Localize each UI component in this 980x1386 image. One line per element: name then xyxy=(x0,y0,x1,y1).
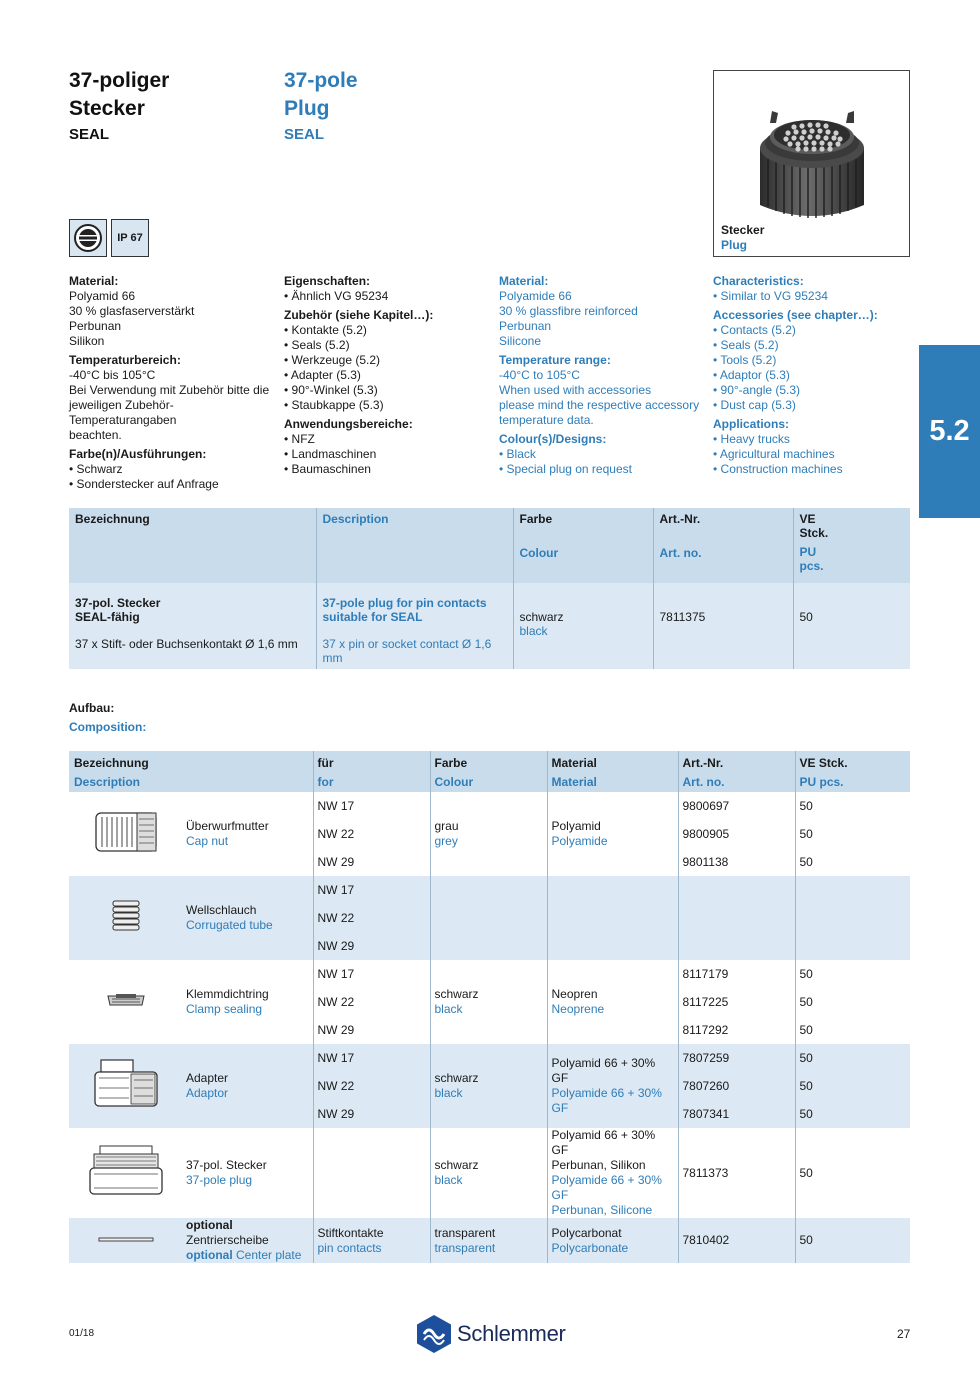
material-de: Polyamid xyxy=(551,819,601,833)
th2-fuer xyxy=(313,751,430,792)
plug-name-en: 37-pole plug xyxy=(186,1173,253,1187)
composition-table xyxy=(69,751,910,1263)
product-detail-de: 37 x Stift- oder Buchsenkontakt Ø 1,6 mm xyxy=(75,637,298,651)
capnut-sizes xyxy=(313,792,430,876)
capnut-material xyxy=(547,792,678,876)
anwend-line: • Baumaschinen xyxy=(284,462,371,476)
th-art-de: Art.-Nr. xyxy=(659,512,701,526)
optional-label-en: optional xyxy=(186,1248,233,1262)
info-de-material-column xyxy=(69,274,274,492)
capnut-name-de: Überwurfmutter xyxy=(186,819,269,833)
plug-pu: 50 xyxy=(795,1128,910,1218)
capnut-art xyxy=(678,792,795,876)
product-photo-box xyxy=(713,70,910,257)
nw-size: NW 17 xyxy=(317,799,355,813)
pu-value: 50 xyxy=(799,1079,813,1093)
footer-date: 01/18 xyxy=(69,1328,95,1339)
ip67-badge: IP 67 xyxy=(111,219,149,257)
th-bezeichnung: Bezeichnung xyxy=(69,508,316,583)
center-plate-colour xyxy=(430,1218,547,1263)
center-plate-name-de xyxy=(186,1218,309,1248)
title-en-sub: SEAL xyxy=(284,126,325,143)
zubehoer-line: • Kontakte (5.2) xyxy=(284,323,367,337)
capnut-desc xyxy=(182,792,313,876)
material-en: Polyamide 66 + 30% GF xyxy=(551,1086,662,1115)
material-en: Polycarbonate xyxy=(551,1240,629,1255)
app-heading-en: Applications: xyxy=(713,417,790,431)
center-plate-label-de: Zentrierscheibe xyxy=(186,1233,269,1247)
th2-art xyxy=(678,751,795,792)
th-ve-de: Stck. xyxy=(799,526,829,540)
adapter-colour xyxy=(430,1044,547,1128)
colour-heading-en: Colour(s)/Designs: xyxy=(499,432,607,446)
product-name-de: SEAL-fähig xyxy=(75,610,140,624)
product-bezeichnung xyxy=(69,583,316,669)
tube-name-de: Wellschlauch xyxy=(186,903,257,917)
clamp-name-en: Clamp sealing xyxy=(186,1002,263,1016)
th2-material xyxy=(547,751,678,792)
material-de: Polyamid 66 + 30% GF xyxy=(551,1056,656,1085)
pu-value: 50 xyxy=(799,1023,813,1037)
product-art-no: 7811375 xyxy=(653,583,793,669)
material-line: Silikon xyxy=(69,334,105,348)
composition-heading xyxy=(69,699,146,737)
th2-ve-de: VE Stck. xyxy=(799,756,848,770)
title-en xyxy=(284,67,358,146)
temp-line: jeweiligen Zubehör-Temperaturangaben xyxy=(69,398,177,427)
product-detail-en: 37 x pin or socket contact Ø 1,6 mm xyxy=(322,637,492,665)
th-ve-en: pcs. xyxy=(799,559,824,573)
composition-row-adapter xyxy=(69,1044,910,1128)
material-line: Perbunan xyxy=(69,319,122,333)
th2-mat-en: Material xyxy=(551,775,597,789)
photo-caption-de: Stecker xyxy=(721,223,765,237)
art-no: 8117292 xyxy=(682,1023,729,1037)
for-de: Stiftkontakte xyxy=(317,1225,384,1240)
title-en-line1: 37-pole xyxy=(284,69,358,92)
clamp-image xyxy=(69,960,182,1044)
th-ve-de: VE xyxy=(799,512,816,526)
composition-row-tube xyxy=(69,876,910,960)
temp-line: temperature data. xyxy=(499,413,594,427)
composition-row-center-plate xyxy=(69,1218,910,1263)
schlemmer-logo-icon xyxy=(415,1314,453,1354)
th-art-en: Art. no. xyxy=(659,546,702,560)
tube-name-en: Corrugated tube xyxy=(186,918,273,932)
product-table xyxy=(69,508,910,669)
th-colour-en: Colour xyxy=(519,546,559,560)
th2-mat-de: Material xyxy=(551,756,597,770)
adapter-name-en: Adaptor xyxy=(186,1086,229,1100)
acc-line: • Contacts (5.2) xyxy=(713,323,796,337)
th2-colour-en: Colour xyxy=(434,775,474,789)
adapter-drawing xyxy=(91,1058,161,1110)
material-heading-de: Material: xyxy=(69,274,119,288)
center-plate-art: 7810402 xyxy=(678,1218,795,1263)
acc-line: • Tools (5.2) xyxy=(713,353,777,367)
th2-farbe-de: Farbe xyxy=(434,756,468,770)
acc-line: • 90°-angle (5.3) xyxy=(713,383,801,397)
zubehoer-line: • Staubkappe (5.3) xyxy=(284,398,384,412)
material-en: Neoprene xyxy=(551,1002,605,1016)
nw-size: NW 22 xyxy=(317,1079,355,1093)
title-de-line1: 37-poliger xyxy=(69,69,170,92)
art-no: 7807260 xyxy=(682,1079,730,1093)
center-plate-for xyxy=(313,1218,430,1263)
temp-heading-en: Temperature range: xyxy=(499,353,611,367)
photo-caption xyxy=(721,223,764,253)
app-line: • Agricultural machines xyxy=(713,447,835,461)
nw-size: NW 29 xyxy=(317,855,355,869)
colour-en: black xyxy=(434,1173,463,1187)
th-ve xyxy=(793,508,910,583)
composition-table-header xyxy=(69,751,910,792)
adapter-image xyxy=(69,1044,182,1128)
nw-size: NW 29 xyxy=(317,1107,355,1121)
connector-plug-image xyxy=(752,93,872,228)
info-de-properties-column xyxy=(284,274,489,477)
nw-size: NW 17 xyxy=(317,1051,355,1065)
center-plate-pu: 50 xyxy=(795,1218,910,1263)
composition-heading-en: Composition: xyxy=(69,720,147,734)
th-art xyxy=(653,508,793,583)
composition-heading-de: Aufbau: xyxy=(69,701,115,715)
center-plate-label-en: Center plate xyxy=(232,1248,302,1262)
photo-caption-en: Plug xyxy=(721,238,747,252)
art-no: 7807341 xyxy=(682,1107,730,1121)
adapter-name-de: Adapter xyxy=(186,1071,229,1085)
brand-logo xyxy=(415,1314,566,1354)
product-name-de: 37-pol. Stecker xyxy=(75,596,161,610)
plug-art: 7811373 xyxy=(678,1128,795,1218)
material-en: Perbunan, Silicone xyxy=(551,1203,653,1217)
clamp-name-de: Klemmdichtring xyxy=(186,987,269,1001)
zubehoer-line: • Adapter (5.3) xyxy=(284,368,361,382)
product-colour-en: black xyxy=(519,624,548,638)
th2-art-de: Art.-Nr. xyxy=(682,756,724,770)
pu-value: 50 xyxy=(799,995,813,1009)
adapter-pu xyxy=(795,1044,910,1128)
material-line: Polyamid 66 xyxy=(69,289,136,303)
colour-en: black xyxy=(434,1086,463,1100)
certification-badges xyxy=(69,219,149,257)
art-no: 7807259 xyxy=(682,1051,730,1065)
colour-en: black xyxy=(434,1002,463,1016)
product-farbe-de: schwarz xyxy=(519,610,564,624)
nw-size: NW 29 xyxy=(317,939,355,953)
anwend-line: • Landmaschinen xyxy=(284,447,377,461)
center-plate-material xyxy=(547,1218,678,1263)
product-description xyxy=(316,583,513,669)
plug-material xyxy=(547,1128,678,1218)
eigen-heading-de: Eigenschaften: xyxy=(284,274,371,288)
page-number: 27 xyxy=(897,1327,911,1341)
app-line: • Heavy trucks xyxy=(713,432,790,446)
material-line: Silicone xyxy=(499,334,542,348)
colour-en: grey xyxy=(434,834,458,848)
title-de-sub: SEAL xyxy=(69,126,110,143)
acc-line: • Dust cap (5.3) xyxy=(713,398,796,412)
art-no: 9800697 xyxy=(682,799,730,813)
th2-bez-de: Bezeichnung xyxy=(74,756,149,770)
adapter-desc xyxy=(182,1044,313,1128)
farbe-line: • Sonderstecker auf Anfrage xyxy=(69,477,219,491)
material-line: 30 % glassfibre reinforced xyxy=(499,304,638,318)
capnut-image xyxy=(69,792,182,876)
farbe-line: • Schwarz xyxy=(69,462,123,476)
th2-farbe xyxy=(430,751,547,792)
pu-value: 50 xyxy=(799,1051,813,1065)
nw-size: NW 17 xyxy=(317,967,355,981)
th-ve-en: PU xyxy=(799,545,817,559)
composition-row-plug xyxy=(69,1128,910,1218)
info-en-material-column xyxy=(499,274,704,477)
art-no: 8117179 xyxy=(682,967,729,981)
corrugated-tube-drawing xyxy=(111,899,141,933)
plug-image xyxy=(69,1128,182,1218)
title-de xyxy=(69,67,169,146)
brand-name: Schlemmer xyxy=(457,1321,566,1346)
zubehoer-line: • Seals (5.2) xyxy=(284,338,350,352)
anwend-heading-de: Anwendungsbereiche: xyxy=(284,417,413,431)
th2-fuer-de: für xyxy=(317,756,334,770)
clamp-colour xyxy=(430,960,547,1044)
temp-line: When used with accessories xyxy=(499,383,652,397)
anwend-line: • NFZ xyxy=(284,432,315,446)
nw-size: NW 29 xyxy=(317,1023,355,1037)
info-en-properties-column xyxy=(713,274,918,477)
colour-de: schwarz xyxy=(434,1158,479,1172)
optional-label-de: optional xyxy=(186,1218,233,1232)
adapter-material xyxy=(547,1044,678,1128)
art-no: 8117225 xyxy=(682,995,729,1009)
product-pu: 50 xyxy=(793,583,910,669)
for-en: pin contacts xyxy=(317,1240,382,1255)
acc-line: • Seals (5.2) xyxy=(713,338,779,352)
nw-size: NW 17 xyxy=(317,883,355,897)
nw-size: NW 22 xyxy=(317,827,355,841)
adapter-sizes xyxy=(313,1044,430,1128)
material-line: 30 % glasfaserverstärkt xyxy=(69,304,195,318)
temp-line: beachten. xyxy=(69,428,122,442)
clamp-material xyxy=(547,960,678,1044)
material-de: Polycarbonat xyxy=(551,1225,622,1240)
colour-line: • Black xyxy=(499,447,536,461)
material-de: Polyamid 66 + 30% GF xyxy=(551,1128,656,1157)
clamp-pu xyxy=(795,960,910,1044)
material-de: Perbunan, Silikon xyxy=(551,1158,646,1172)
center-plate-image xyxy=(69,1218,182,1263)
title-de-line2: Stecker xyxy=(69,97,145,120)
th2-bezeichnung xyxy=(69,751,313,792)
clamp-sizes xyxy=(313,960,430,1044)
center-plate-name-en xyxy=(186,1248,309,1263)
material-de: Neopren xyxy=(551,987,598,1001)
zubehoer-line: • 90°-Winkel (5.3) xyxy=(284,383,378,397)
colour-de: schwarz xyxy=(434,987,479,1001)
product-name-en: suitable for SEAL xyxy=(322,610,423,624)
product-name-en: 37-pole plug for pin contacts xyxy=(322,596,487,610)
char-line: • Similar to VG 95234 xyxy=(713,289,828,303)
acc-heading-en: Accessories (see chapter…): xyxy=(713,308,878,322)
pu-value: 50 xyxy=(799,1107,813,1121)
art-no: 9800905 xyxy=(682,827,730,841)
farbe-heading-de: Farbe(n)/Ausführungen: xyxy=(69,447,207,461)
plug-drawing xyxy=(88,1144,164,1198)
art-no: 9801138 xyxy=(682,855,729,869)
adapter-art xyxy=(678,1044,795,1128)
th2-ve-en: PU pcs. xyxy=(799,775,844,789)
product-table-row xyxy=(69,583,910,669)
eigen-line: • Ähnlich VG 95234 xyxy=(284,289,389,303)
tube-image xyxy=(69,876,182,960)
zubehoer-line: • Werkzeuge (5.2) xyxy=(284,353,381,367)
pu-value: 50 xyxy=(799,855,813,869)
colour-de: schwarz xyxy=(434,1071,479,1085)
plug-name-de: 37-pol. Stecker xyxy=(186,1158,267,1172)
tube-desc xyxy=(182,876,313,960)
th-description: Description xyxy=(316,508,513,583)
temp-line: please mind the respective accessory xyxy=(499,398,700,412)
zubehoer-heading-de: Zubehör (siehe Kapitel…): xyxy=(284,308,434,322)
pu-value: 50 xyxy=(799,827,813,841)
temp-heading-de: Temperaturbereich: xyxy=(69,353,181,367)
th2-ve xyxy=(795,751,910,792)
clamp-art xyxy=(678,960,795,1044)
material-line: Perbunan xyxy=(499,319,552,333)
cap-nut-drawing xyxy=(93,809,159,855)
colour-de: transparent xyxy=(434,1225,496,1240)
colour-de: grau xyxy=(434,819,459,833)
tube-sizes xyxy=(313,876,430,960)
chapter-tab: 5.2 xyxy=(919,345,980,518)
certification-logo-icon xyxy=(69,219,107,257)
composition-row-capnut xyxy=(69,792,910,876)
material-line: Polyamide 66 xyxy=(499,289,572,303)
temp-line: Bei Verwendung mit Zubehör bitte die xyxy=(69,383,270,397)
th2-art-en: Art. no. xyxy=(682,775,725,789)
clamp-desc xyxy=(182,960,313,1044)
material-heading-en: Material: xyxy=(499,274,549,288)
composition-row-clamp xyxy=(69,960,910,1044)
th-farbe-de: Farbe xyxy=(519,512,553,526)
nw-size: NW 22 xyxy=(317,995,355,1009)
th2-for-en: for xyxy=(317,775,334,789)
center-plate-desc xyxy=(182,1218,313,1263)
temp-line: -40°C to 105°C xyxy=(499,368,580,382)
capnut-pu xyxy=(795,792,910,876)
material-en: Polyamide xyxy=(551,834,608,848)
nw-size: NW 22 xyxy=(317,911,355,925)
pu-value: 50 xyxy=(799,799,813,813)
center-plate-drawing xyxy=(98,1236,154,1244)
colour-line: • Special plug on request xyxy=(499,462,632,476)
pu-value: 50 xyxy=(799,967,813,981)
app-line: • Construction machines xyxy=(713,462,843,476)
material-en: Polyamide 66 + 30% GF xyxy=(551,1173,662,1202)
colour-en: transparent xyxy=(434,1240,496,1255)
th2-desc-en: Description xyxy=(74,775,141,789)
title-en-line2: Plug xyxy=(284,97,330,120)
product-colour xyxy=(513,583,653,669)
temp-line: -40°C bis 105°C xyxy=(69,368,156,382)
plug-desc xyxy=(182,1128,313,1218)
capnut-name-en: Cap nut xyxy=(186,834,229,848)
capnut-colour xyxy=(430,792,547,876)
plug-colour xyxy=(430,1128,547,1218)
th-farbe xyxy=(513,508,653,583)
product-table-header xyxy=(69,508,910,583)
char-heading-en: Characteristics: xyxy=(713,274,804,288)
acc-line: • Adaptor (5.3) xyxy=(713,368,790,382)
clamp-sealing-drawing xyxy=(104,991,148,1009)
